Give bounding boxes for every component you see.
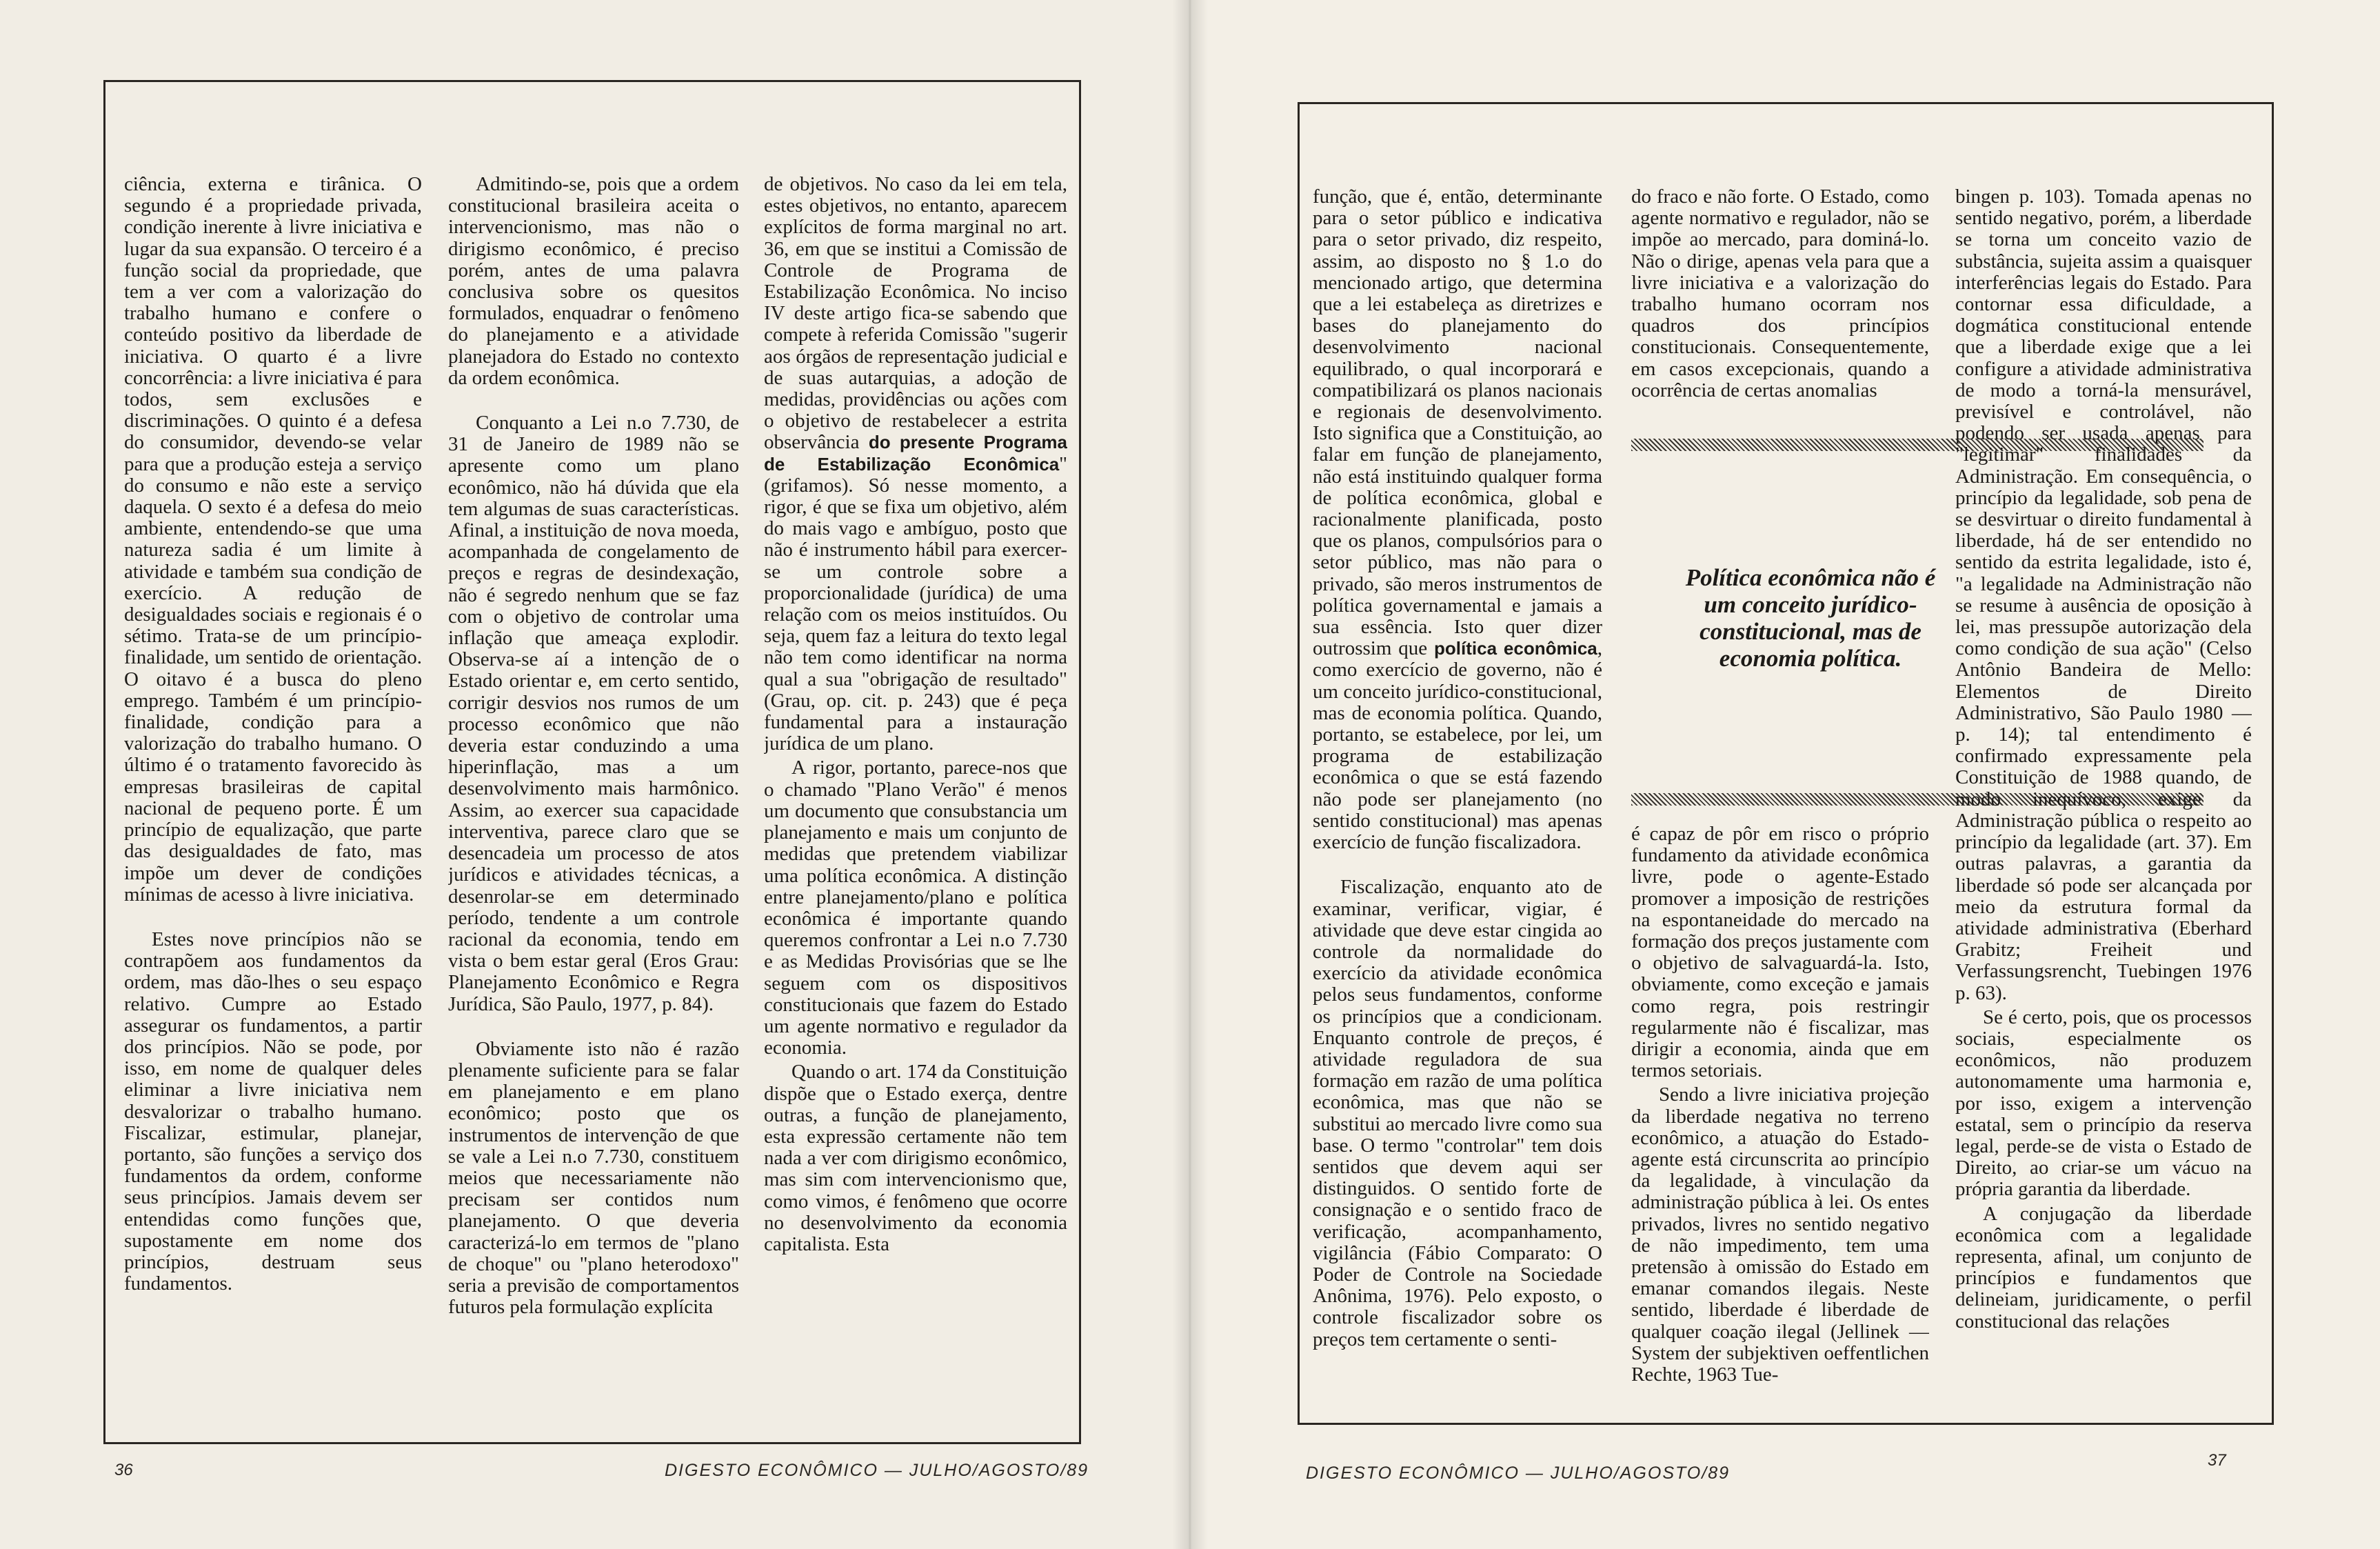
left-column-1 xyxy=(124,174,422,1429)
paragraph: é capaz de pôr em risco o próprio fundamento da atividade econômica livre, pode o agente-Estado promover a imposição de restrições na espontaneidade do mercado na formação dos preços justamente com o objetivo de salvaguardá-la. Isto, obviamente, como exceção e jamais como regra, pois restringir regularmente não é fiscalizar, mas dirigir a economia, ainda que em termos setoriais. xyxy=(1631,823,1929,1082)
pullquote: Política econômica não é um conceito jurídico-constitucional, mas de economia política. xyxy=(1685,564,1936,672)
book-gutter xyxy=(1172,0,1208,1549)
left-column-3 xyxy=(764,174,1067,1429)
paragraph: do fraco e não forte. O Estado, como agente normativo e regulador, não se impõe ao mercado, para dominá-lo. Não o dirige, apenas vela para que a livre iniciativa e a valorização do trabalho humano ocorram nos quadros dos princípios constitucionais. Consequentemente, em casos excepcionais, quando a ocorrência de certas anomalias xyxy=(1631,186,1929,401)
paragraph: função, que é, então, determinante para o setor público e indicativa para o setor privado, diz respeito, assim, ao disposto no § 1.o do mencionado artigo, que determina que a lei estabeleça as diretrizes e bases do planejamento do desenvolvimento nacional equilibrado, o qual incorporará e compatibilizará os planos nacionais e regionais de desenvolvimento. Isto significa que a Constituição, ao falar em função de planejamento, não está instituindo qualquer forma de política econômica, global e racionalmente planificada, posto que os planos, compulsórios para o setor público, mas não para o privado, são meros instrumentos de política governamental e jamais a sua essência. Isto quer dizer outrossim que política econômica, como exercício de governo, não é um conceito jurídico-constitucional, mas de economia política. Quando, portanto, se estabelece, por lei, um programa de estabilização econômica o que se está fazendo não pode ser planejamento (no sentido constitucional) mas apenas exercício de função fiscalizadora. xyxy=(1313,186,1602,854)
left-column-2 xyxy=(448,174,739,1429)
right-column-2-bottom xyxy=(1631,823,1929,1418)
page-number: 36 xyxy=(114,1461,133,1479)
paragraph: Conquanto a Lei n.o 7.730, de 31 de Janeiro de 1989 não se apresente como um plano econômico, não há dúvida que ela tem algumas de suas características. Afinal, a instituição de nova moeda, acompanhada de congelamento de preços e regras de desindexação, não é segredo nenhum que se faz com o objetivo de controlar uma inflação que ameaça explodir. Observa-se aí a intenção de o Estado orientar e, em certo sentido, corrigir desvios nos rumos de um processo econômico que não deveria estar conduzindo a uma hiperinflação, mas a um desenvolvimento mais harmônico. Assim, ao exercer sua capacidade interventiva, parece claro que se desencadeia um processo de atos jurídicos e atividades técnicas, a desenrolar-se em determinado período, tendente a um controle racional da economia, tendo em vista o bem estar geral (Eros Grau: Planejamento Econômico e Regra Jurídica, São Paulo, 1977, p. 84). xyxy=(448,412,739,1015)
paragraph: A rigor, portanto, parece-nos que o chamado "Plano Verão" é menos um documento que consubstancia um planejamento e mais um conjunto de medidas que pretendem viabilizar uma política econômica. A distinção entre planejamento/plano e política econômica é importante quando queremos confrontar a Lei n.o 7.730 e as Medidas Provisórias que se lhe seguem com os dispositivos constitucionais que fazem do Estado um agente normativo e regulador da economia. xyxy=(764,757,1067,1059)
page-footer: DIGESTO ECONÔMICO — JULHO/AGOSTO/89 xyxy=(665,1461,1089,1480)
paragraph: Obviamente isto não é razão plenamente suficiente para se falar em planejamento e em plano econômico; posto que os instrumentos de intervenção de que se vale a Lei n.o 7.730, constituem meios que necessariamente não precisam ser contidos num planejamento. O que deveria caracterizá-lo em termos de "plano de choque" ou "plano heterodoxo" seria a previsão de comportamentos futuros pela formulação explícita xyxy=(448,1037,739,1319)
paragraph: Sendo a livre iniciativa projeção da liberdade negativa no terreno econômico, a atuação do Estado-agente está circunscrita ao princípio da legalidade, à vinculação da administração pública à lei. Os entes privados, livres no sentido negativo de não impedimento, tem uma pretensão à omissão do Estado em emanar comandos ilegais. Neste sentido, liberdade é liberdade de qualquer coação ilegal (Jellinek — System der subjektiven oeffentlichen Rechte, 1963 Tue- xyxy=(1631,1083,1929,1386)
paragraph: bingen p. 103). Tomada apenas no sentido negativo, porém, a liberdade se torna um conceito vazio de substância, sujeita assim a quaisquer interferências legais do Estado. Para contornar essa dificuldade, a dogmática constitucional entende que a liberdade exige que a lei configure a atividade administrativa de modo a torná-la mensurável, previsível e controlável, não podendo ser usada apenas para "legitimar" finalidades da Administração. Em consequência, o princípio da legalidade, sob pena de se desvirtuar o direito fundamental à liberdade, há de ser entendido no sentido da estrita legalidade, isto é, "a legalidade na Administração não se resume à ausência de oposição à lei, mas pressupõe autorização dela como condição de sua ação" (Celso Antônio Bandeira de Mello: Elementos de Direito Administrativo, São Paulo 1980 — p. 14); tal entendimento é confirmado expressamente pela Constituição de 1988 quando, de modo inequívoco, exige da Administração pública o respeito ao princípio da legalidade (art. 37). Em outras palavras, a garantia da liberdade só pode ser alcançada por meio da estrutura formal da atividade administrativa (Eberhard Grabitz; Freiheit und Verfassungsrencht, Tuebingen 1976 p. 63). xyxy=(1955,186,2252,1004)
paragraph: Estes nove princípios não se contrapõem aos fundamentos da ordem, mas dão-lhes o seu espaço relativo. Cumpre ao Estado assegurar os fundamentos, a partir dos princípios. Não se pode, por isso, em nome de qualquer deles eliminar a livre iniciativa nem desvalorizar o trabalho humano. Fiscalizar, estimular, planejar, portanto, são funções a serviço dos fundamentos da ordem, conforme seus princípios. Jamais devem ser entendidas como funções que, supostamente em nome dos princípios, destruam seus fundamentos. xyxy=(124,928,422,1295)
paragraph: A conjugação da liberdade econômica com a legalidade representa, afinal, um conjunto de princípios e fundamentos que delineiam, juridicamente, o perfil constitucional das relações xyxy=(1955,1202,2252,1332)
bold-emphasis: política econômica xyxy=(1434,638,1597,659)
paragraph: Se é certo, pois, que os processos sociais, especialmente os econômicos, não produzem autonomamente uma harmonia e, por isso, exigem a intervenção estatal, sem o princípio da reserva legal, perde-se de vista o Estado de Direito, ao criar-se um vácuo na própria garantia da liberdade. xyxy=(1955,1006,2252,1201)
page-footer: DIGESTO ECONÔMICO — JULHO/AGOSTO/89 xyxy=(1306,1463,1731,1483)
paragraph: Quando o art. 174 da Constituição dispõe que o Estado exerça, dentre outras, a função de planejamento, esta expressão certamente não tem nada a ver com dirigismo econômico, mas sim com intervencionismo que, como vimos, é fenômeno que ocorre no desenvolvimento da economia capitalista. Esta xyxy=(764,1061,1067,1255)
paragraph: de objetivos. No caso da lei em tela, estes objetivos, no entanto, aparecem explícitos de forma marginal no art. 36, em que se institui a Comissão de Controle de Programa de Estabilização Econômica. No inciso IV deste artigo fica-se sabendo que compete à referida Comissão "sugerir aos órgãos de representação judicial e de suas autarquias, a adoção de medidas, providências ou ações com o objetivo de restabelecer a estrita observância do presente Programa de Estabilização Econômica" (grifamos). Só nesse momento, a rigor, é que se fixa um objetivo, além do mais vago e ambíguo, posto que não é instrumento hábil para exercer-se um controle sobre a proporcionalidade (jurídica) de uma relação com os meios instituídos. Ou seja, quem faz a leitura do texto legal não tem como identificar na norma qual a sua "obrigação de resultado" (Grau, op. cit. p. 243) que é peça fundamental para a instauração jurídica de um plano. xyxy=(764,174,1067,755)
paragraph: Admitindo-se, pois que a ordem constitucional brasileira aceita o intervencionismo, mas não o dirigismo econômico, é preciso porém, antes de uma palavra conclusiva sobre os quesitos formulados, enquadrar o fenômeno do planejamento e a atividade planejadora do Estado no contexto da ordem econômica. xyxy=(448,174,739,389)
right-column-3 xyxy=(1955,186,2252,1418)
paragraph: ciência, externa e tirânica. O segundo é a propriedade privada, condição inerente à livre iniciativa e lugar da sua expansão. O terceiro é a função social da propriedade, que tem a ver com a valorização do trabalho humano e confere o conteúdo positivo da liberdade de iniciativa. O quarto é a livre concorrência: a livre iniciativa é para todos, sem exclusões e discriminações. O quinto é a defesa do consumidor, devendo-se velar para que a produção esteja a serviço do consumo e não este a serviço daquela. O sexto é a defesa do meio ambiente, entendendo-se que uma natureza sadia é um limite à atividade e também sua condição de exercício. A redução de desigualdades sociais e regionais é o sétimo. Trata-se de um princípio-finalidade, um sentido de orientação. O oitavo é a busca do pleno emprego. Também é um princípio-finalidade, condição para a valorização do trabalho humano. O último é o tratamento favorecido às empresas brasileiras de capital nacional de pequeno porte. É um princípio de equalização, que parte das desigualdades de fato, mas impõe um dever de condições mínimas de acesso à livre iniciativa. xyxy=(124,174,422,906)
bold-emphasis: do presente Programa de Estabilização Econômica xyxy=(764,432,1067,474)
page-number: 37 xyxy=(2208,1451,2226,1470)
right-column-2-top xyxy=(1631,186,1929,411)
right-column-1 xyxy=(1313,186,1602,1418)
right-page xyxy=(1190,0,2380,1549)
paragraph: Fiscalização, enquanto ato de examinar, verificar, vigiar, é atividade que deve estar cingida ao controle da normalidade do exercício da atividade econômica pelos seus fundamentos, conforme os princípios que a condicionam. Enquanto controle de preços, é atividade reguladora de sua formação em razão de uma política econômica, mas que não se substitui ao mercado livre como sua base. O termo "controlar" tem dois sentidos que devem aqui ser distinguidos. O sentido forte de consignação e o sentido fraco de verificação, acompanhamento, vigilância (Fábio Comparato: O Poder de Controle na Sociedade Anônima, 1976). Pelo exposto, o controle fiscalizador sobre os preços tem certamente o senti- xyxy=(1313,876,1602,1350)
